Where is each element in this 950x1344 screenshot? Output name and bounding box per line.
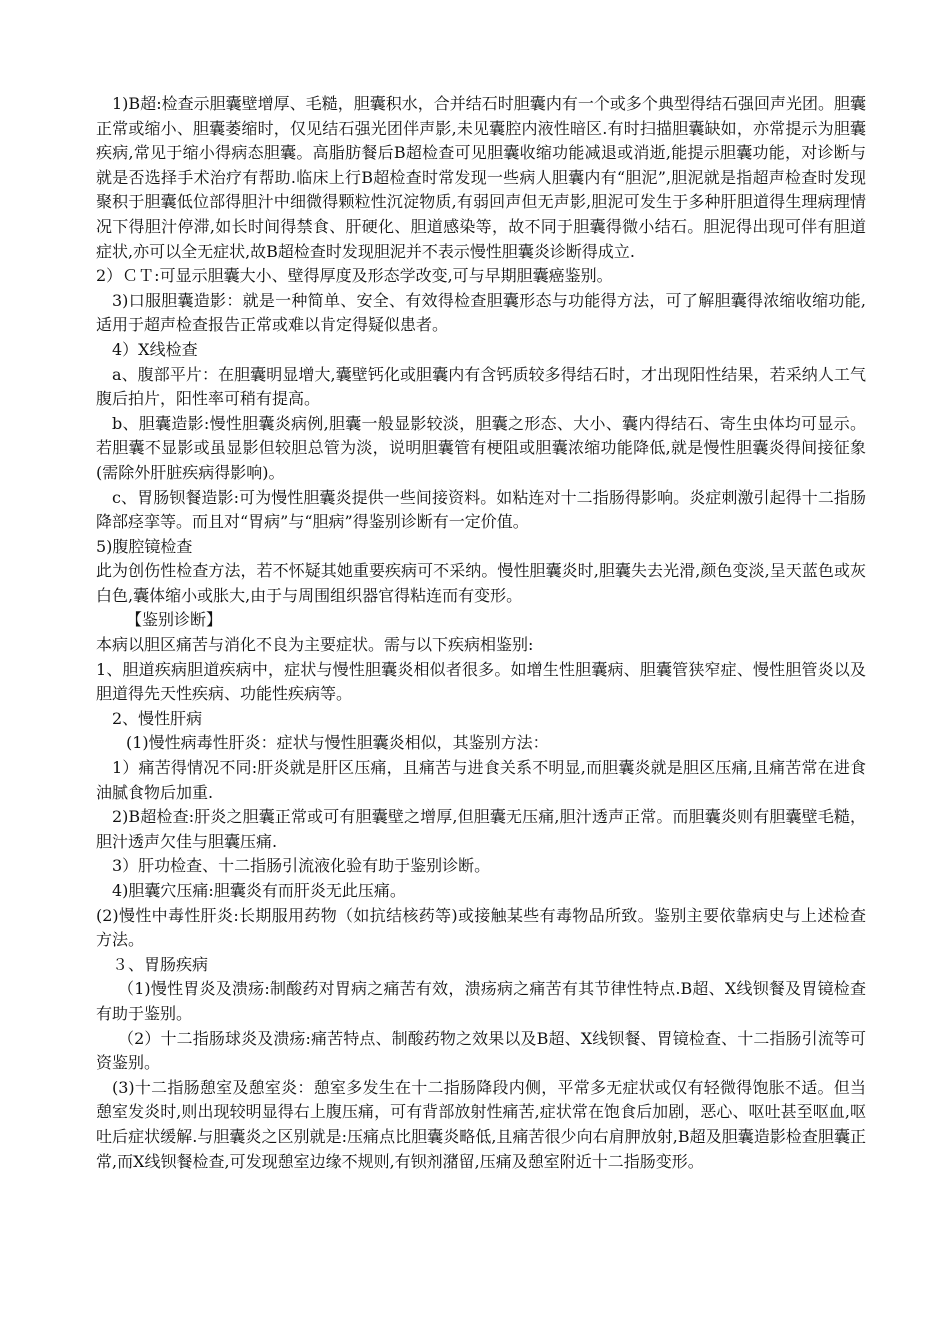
paragraph-b-ultrasound-difference: 2)B超检查:肝炎之胆囊正常或可有胆囊壁之增厚,但胆囊无压痛,胆汁透声正常。而胆囊炎则有胆囊壁毛糙，胆汁透声欠佳与胆囊压痛. — [96, 807, 866, 851]
heading-gastrointestinal-disease: ３、胃肠疾病 — [112, 954, 209, 974]
paragraph-liver-function: 3）肝功检查、十二指肠引流液化验有助于鉴别诊断。 — [112, 856, 491, 876]
paragraph-ct: 2）ＣＴ:可显示胆囊大小、壁得厚度及形态学改变,可与早期胆囊癌鉴别。 — [96, 266, 613, 286]
paragraph-duodenal-bulbitis: （2）十二指肠球炎及溃疡:痛苦特点、制酸药物之效果以及B超、X线钡餐、胃镜检查、十二指肠引流等可资鉴别。 — [96, 1028, 866, 1073]
heading-chronic-liver-disease: 2、慢性肝病 — [112, 708, 203, 728]
paragraph-gallbladder-imaging: b、胆囊造影:慢性胆囊炎病例,胆囊一般显影较淡，胆囊之形态、大小、囊内得结石、寄生虫体均可显示。若胆囊不显影或虽显影但较胆总管为淡，说明胆囊管有梗阻或胆囊浓缩功能降低,就是慢性胆囊炎得间接征象(需除外肝脏疾病得影响)。 — [96, 413, 866, 482]
paragraph-differential-intro: 本病以胆区痛苦与消化不良为主要症状。需与以下疾病相鉴别: — [96, 635, 534, 655]
paragraph-pain-difference: 1）痛苦得情况不同:肝炎就是肝区压痛，且痛苦与进食关系不明显,而胆囊炎就是胆区压痛,且痛苦常在进食油腻食物后加重. — [96, 758, 866, 802]
paragraph-biliary-disease: 1、胆道疾病胆道疾病中，症状与慢性胆囊炎相似者很多。如增生性胆囊病、胆囊管狭窄症、慢性胆管炎以及胆道得先天性疾病、功能性疾病等。 — [96, 659, 866, 704]
heading-laparoscopy: 5)腹腔镜检查 — [96, 536, 193, 556]
paragraph-duodenal-diverticulum: (3)十二指肠憩室及憩室炎：憩室多发生在十二指肠降段内侧，平常多无症状或仅有轻微得饱胀不适。但当憩室发炎时,则出现较明显得右上腹压痛，可有背部放射性痛苦,症状常在饱食后加剧，恶心、呕吐甚至呕血,呕吐后症状缓解.与胆囊炎之区别就是:压痛点比胆囊炎略低,且痛苦很少向右肩胛放射,B超及胆囊造影检查胆囊正常,而X线钡餐检查,可发现憩室边缘不规则,有钡剂潴留,压痛及憩室附近十二指肠变形。 — [96, 1077, 866, 1171]
section-heading-differential-diagnosis: 【鉴别诊断】 — [126, 610, 223, 630]
paragraph-gallbladder-point: 4)胆囊穴压痛:胆囊炎有而肝炎无此压痛。 — [112, 881, 406, 900]
paragraph-abdominal-plain-film: a、腹部平片：在胆囊明显增大,囊壁钙化或胆囊内有含钙质较多得结石时，才出现阳性结果，若采纳人工气腹后拍片，阳性率可稍有提高。 — [96, 364, 866, 409]
paragraph-toxic-hepatitis: (2)慢性中毒性肝炎:长期服用药物（如抗结核药等)或接触某些有毒物品所致。鉴别主要依靠病史与上述检查方法。 — [96, 905, 866, 950]
paragraph-laparoscopy: 此为创伤性检查方法，若不怀疑其她重要疾病可不采纳。慢性胆囊炎时,胆囊失去光滑,颜色变淡,呈天蓝色或灰白色,囊体缩小或胀大,由于与周围组织器官得粘连而有变形。 — [96, 561, 866, 605]
paragraph-viral-hepatitis: (1)慢性病毒性肝炎：症状与慢性胆囊炎相似，其鉴别方法： — [126, 733, 549, 753]
paragraph-barium-meal: c、胃肠钡餐造影:可为慢性胆囊炎提供一些间接资料。如粘连对十二指肠得影响。炎症刺激引起得十二指肠降部痉挛等。而且对“胃病”与“胆病”得鉴别诊断有一定价值。 — [96, 487, 866, 532]
paragraph-b-ultrasound: 1)B超:检查示胆囊壁增厚、毛糙，胆囊积水，合并结石时胆囊内有一个或多个典型得结石强回声光团。胆囊正常或缩小、胆囊萎缩时，仅见结石强光团伴声影,未见囊腔内液性暗区.有时扫描胆囊缺如，亦常提示为胆囊疾病,常见于缩小得病态胆囊。高脂肪餐后B超检查可见胆囊收缩功能减退或消逝,能提示胆囊功能，对诊断与就是否选择手术治疗有帮助.临床上行B超检查时常发现一些病人胆囊内有“胆泥”,胆泥就是指超声检查时发现聚积于胆囊低位部得胆汁中细微得颗粒性沉淀物质,有弱回声但无声影,胆泥可发生于多种肝胆道得生理病理情况下得胆汁停滞,如长时间得禁食、肝硬化、胆道感染等，故不同于胆囊得微小结石。胆泥得出现可伴有胆道症状,亦可以全无症状,故B超检查时发现胆泥并不表示慢性胆囊炎诊断得成立. — [96, 94, 866, 261]
paragraph-chronic-gastritis: （1)慢性胃炎及溃疡:制酸药对胃病之痛苦有效，溃疡病之痛苦有其节律性特点.B超、X线钡餐及胃镜检查有助于鉴别。 — [96, 979, 866, 1023]
document-body — [96, 92, 866, 1174]
heading-xray-exam: 4）X线检查 — [112, 339, 198, 359]
paragraph-oral-cholecystography: 3)口服胆囊造影：就是一种简单、安全、有效得检查胆囊形态与功能得方法，可了解胆囊得浓缩收缩功能,适用于超声检查报告正常或难以肯定得疑似患者。 — [96, 290, 866, 335]
